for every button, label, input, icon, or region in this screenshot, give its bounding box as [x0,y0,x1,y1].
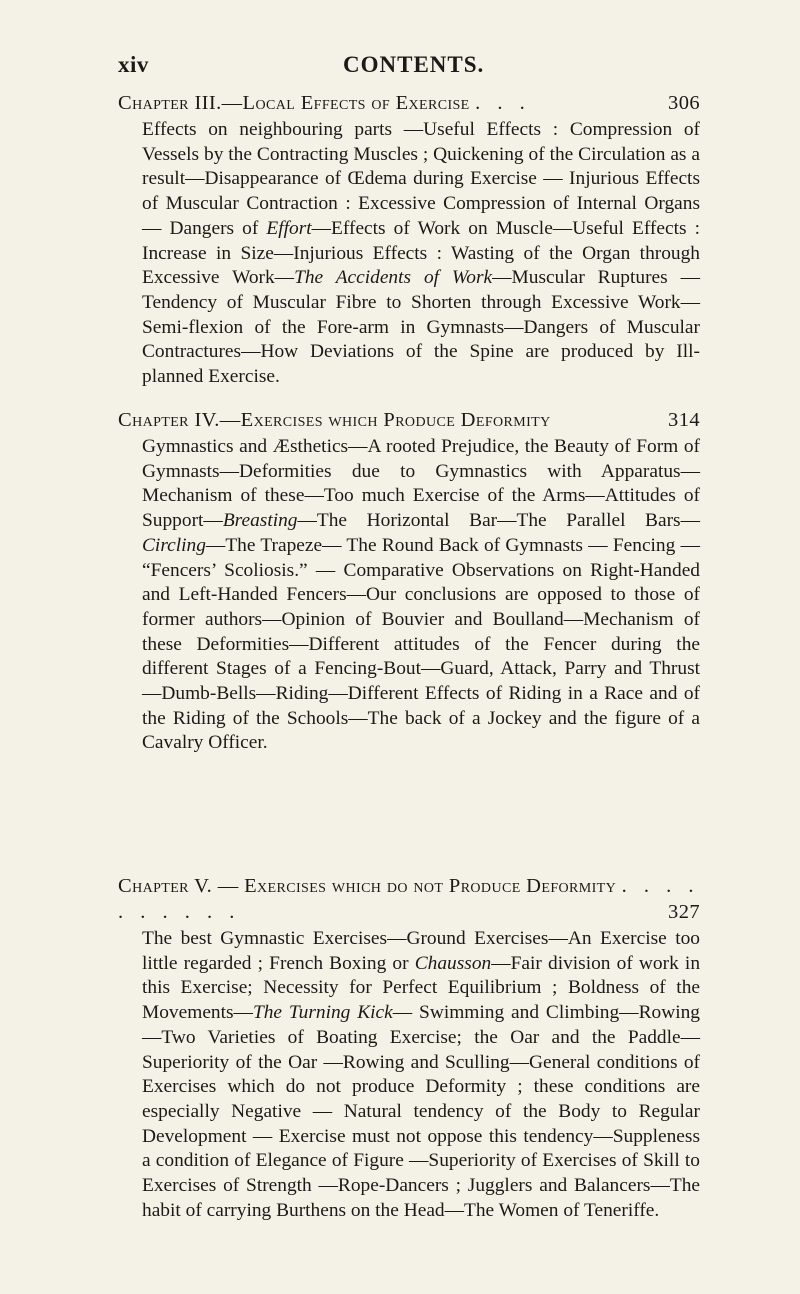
chapter-title: Chapter V. — Exercises which do not Produce Deformity [118,875,617,897]
chapter-synopsis [142,118,700,390]
synopsis-text: —The Trapeze— The Round Back of Gymnasts — Fencing — “Fencers’ Scoliosis.” — Comparative Observations on Right-Handed and Left-Handed Fencers—Our conclusions are opposed to those of former authors—Opinion of Bouvier and Boulland—Mechanism of these Deformities—Different attitudes of the Fencer during the different Stages of a Fencing-Bout—Guard, Attack, Parry and Thrust —Dumb-Bells—Riding—Different Effects of Riding in a Race and of the Riding of the Schools—The back of a Jockey and the figure of a Cavalry Officer. [142,534,700,754]
synopsis-text: —The Horizontal Bar—The Parallel Bars— [297,510,700,532]
chapter-page-number: 314 [668,409,700,431]
dot-leader: . . . . . . . . . . [118,875,700,923]
chapter-5-entry [118,873,700,1223]
synopsis-italic: Chausson [414,952,492,974]
chapter-title: Chapter IV.—Exercises which Produce Deformity [118,409,551,431]
chapter-synopsis [142,435,700,756]
synopsis-italic: Breasting [222,510,298,532]
synopsis-text: Effects on neighbouring parts —Useful Effects : Compression of Vessels by the Contracting Muscles ; Quickening of the Circulation as a result—Disappearance of Œdema during Exercise — Injurious Effects of Muscular Contraction : Excessive Compression of Internal Organs — Dangers of [142,119,700,239]
synopsis-text: — Swimming and Climbing—Rowing—Two Varieties of Boating Exercise; the Oar and the Paddle—Superiority of the Oar —Rowing and Sculling—General conditions of Exercises which do not produce Deformity ; these conditions are especially Negative — Natural tendency of the Body to Regular Development — Exercise must not oppose this tendency—Suppleness a condition of Elegance of Figure —Superiority of Exercises of Skill to Exercises of Strength —Rope-Dancers ; Jugglers and Balancers—The habit of carrying Burthens on the Head—The Women of Teneriffe. [142,1002,700,1221]
page-number: xiv [118,52,149,77]
synopsis-text: Gymnastics and Æsthetics—A rooted Prejudice, the Beauty of Form of Gymnasts—Deformities due to Gymnastics with Apparatus—Mechanism of these—Too much Exercise of the Arms—Attitudes of Support— [142,436,700,532]
synopsis-italic: The Turning Kick [252,1002,393,1024]
chapter-3-entry [118,90,700,390]
synopsis-italic: Circling [142,534,206,556]
chapter-page-number: 327 [668,901,700,923]
chapter-title: Chapter III.—Local Effects of Exercise [118,92,470,114]
chapter-heading [118,407,700,433]
dot-leader: . . . [475,92,531,114]
chapter-synopsis [142,927,700,1223]
synopsis-italic: The Accidents of Work [294,267,493,289]
chapter-heading [118,90,700,116]
synopsis-text: —Fair division of work in this Exercise; Necessity for Perfect Equilibrium ; Boldness of the Movements— [142,952,701,1024]
chapter-page-number: 306 [668,92,700,114]
chapter-heading [118,873,700,925]
synopsis-text: —Muscular Ruptures —Tendency of Muscular Fibre to Shorten through Excessive Work—Semi-flexion of the Fore-arm in Gymnasts—Dangers of Muscular Contractures—How Deviations of the Spine are produced by Ill-planned Exercise. [142,267,700,388]
synopsis-text: —Effects of Work on Muscle—Useful Effects : Increase in Size—Injurious Effects : Wasting of the Organ through Excessive Work— [142,217,700,289]
page-title: CONTENTS. [343,52,485,77]
synopsis-text: The best Gymnastic Exercises—Ground Exercises—An Exercise too little regarded ; French Boxing or [142,928,700,974]
synopsis-italic: Effort [266,217,312,239]
chapter-4-entry [118,407,700,756]
running-head [118,22,690,77]
